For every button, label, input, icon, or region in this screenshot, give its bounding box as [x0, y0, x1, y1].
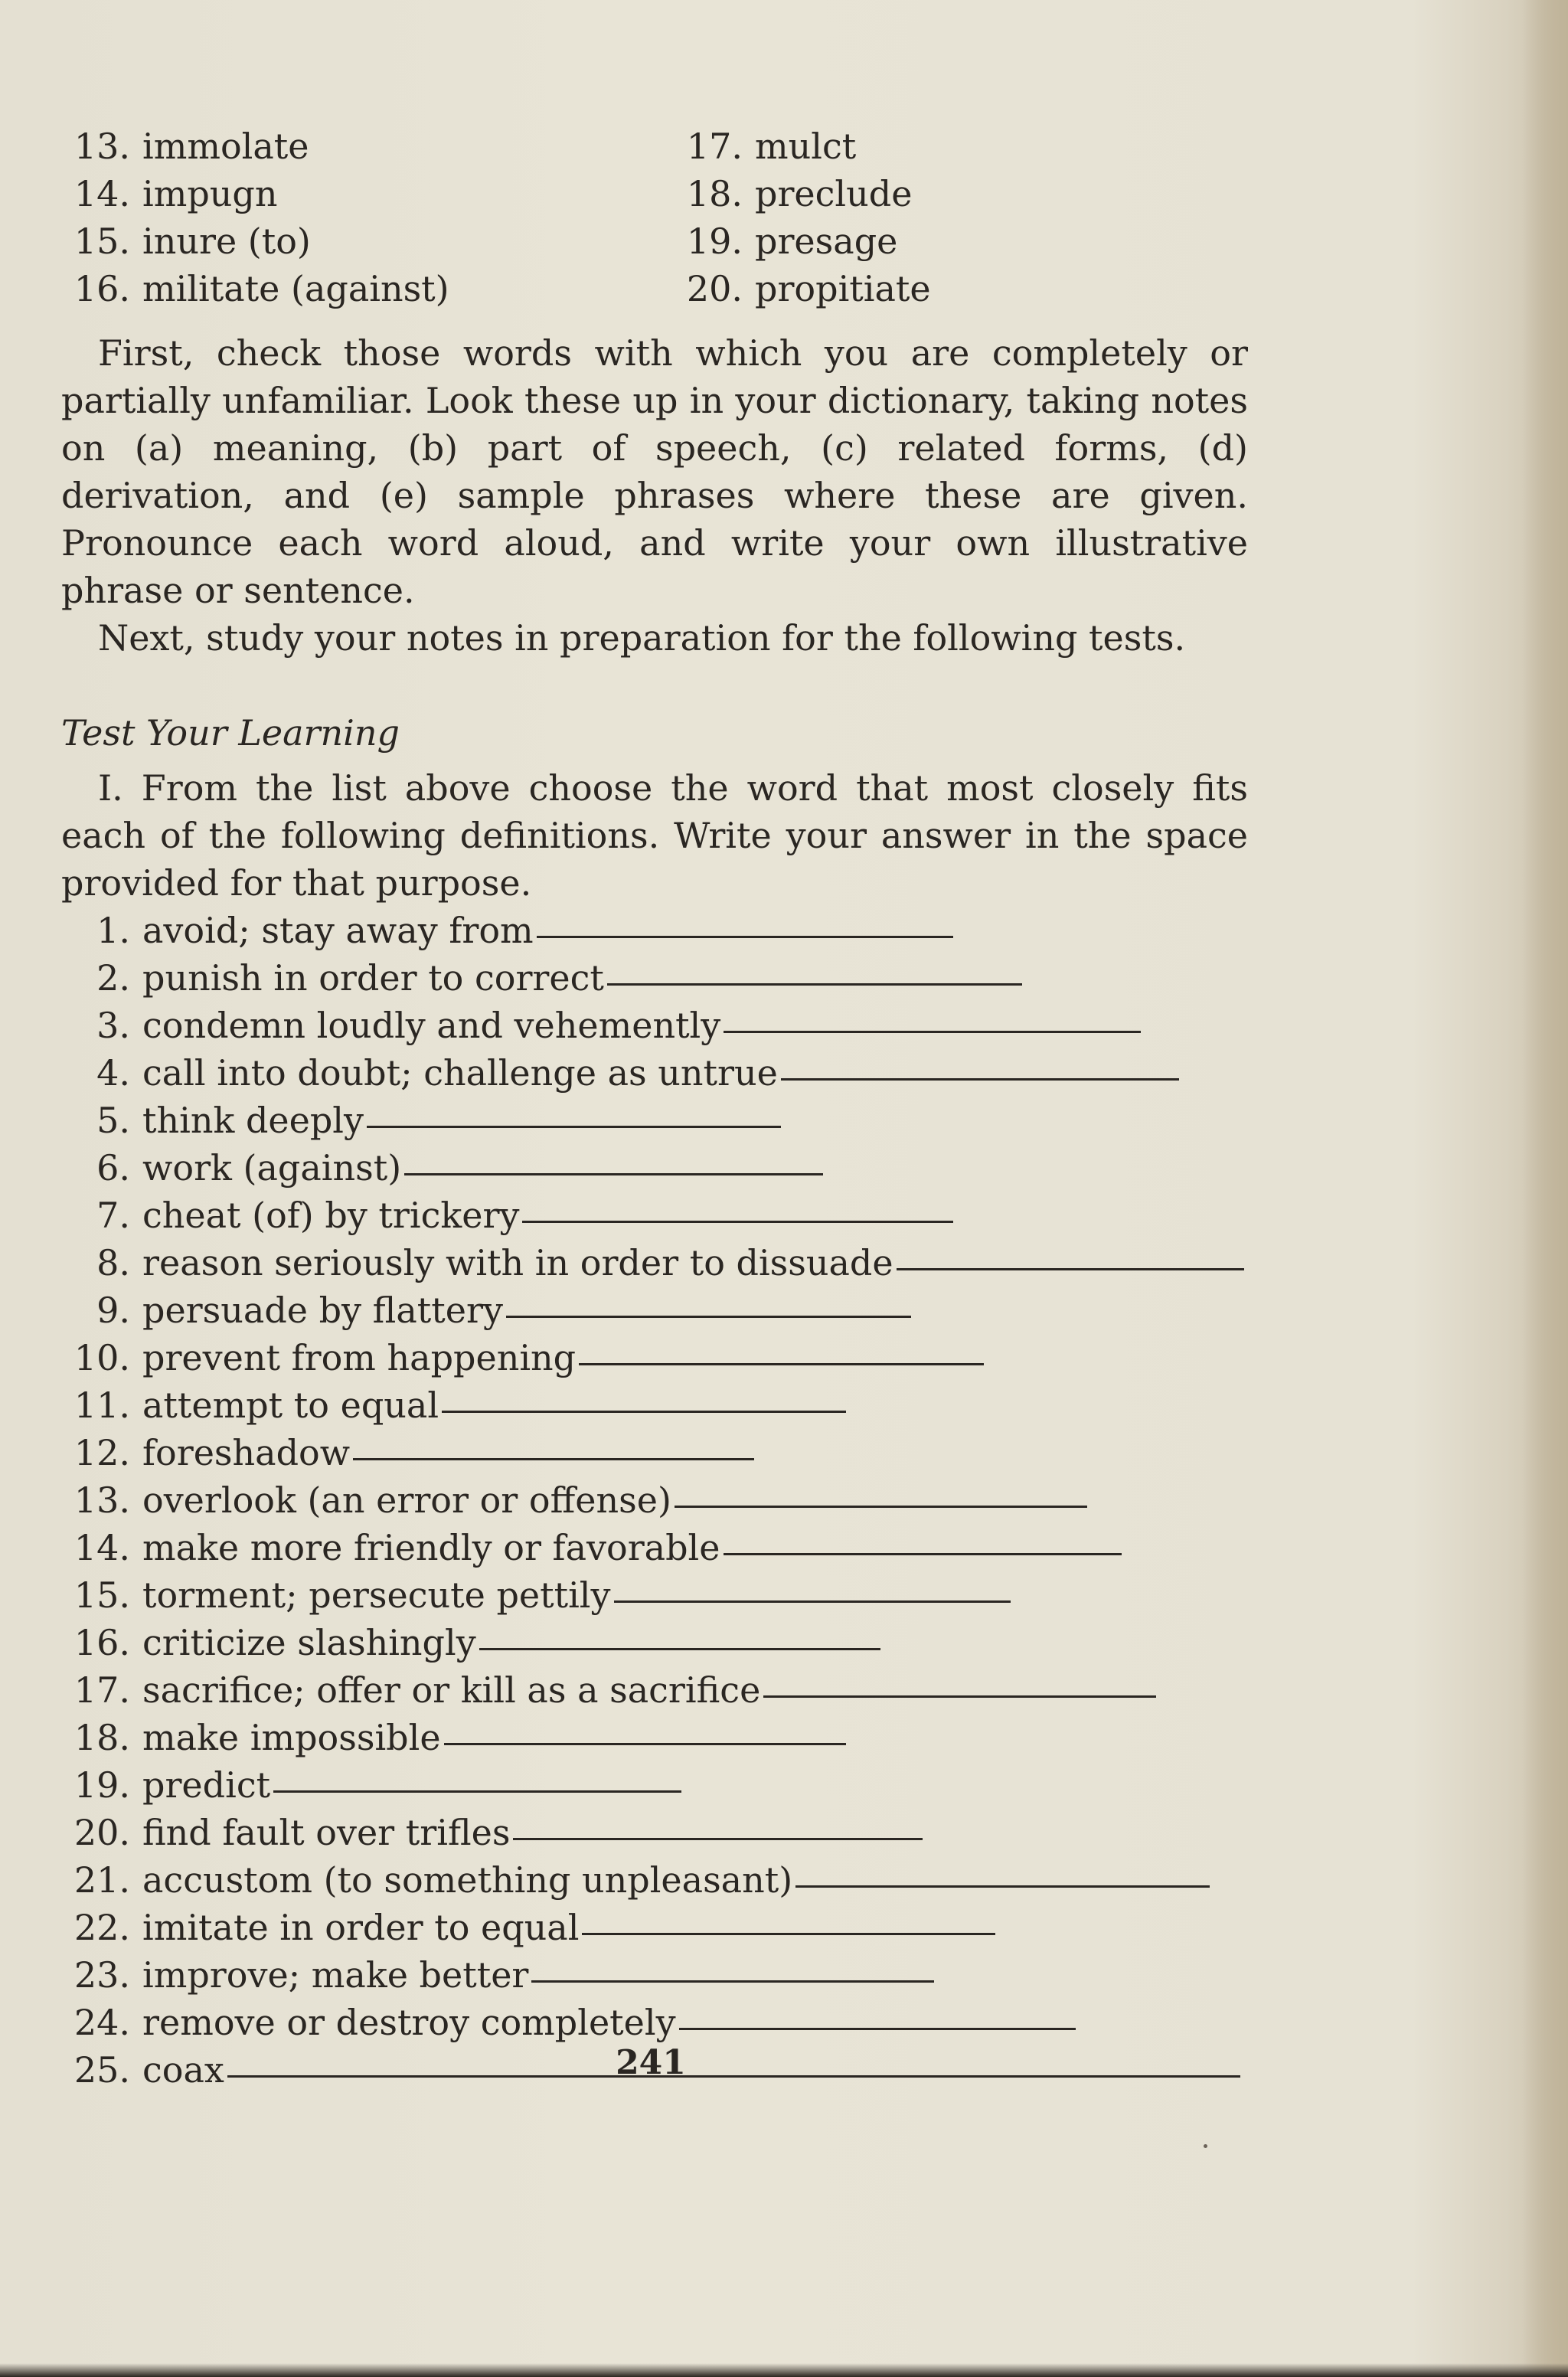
word-number: 17. — [686, 126, 743, 167]
definition-number: 19. — [74, 1764, 130, 1806]
definition-text: make impossible — [142, 1717, 441, 1758]
definition-item — [61, 1144, 1248, 1192]
definition-item — [61, 1714, 1248, 1761]
definition-number: 21. — [74, 1859, 130, 1901]
answer-blank-line[interactable] — [724, 1031, 1141, 1033]
definition-text: torment; persecute pettily — [142, 1574, 611, 1616]
word-list-item — [61, 265, 674, 312]
definition-number: 1. — [96, 910, 130, 951]
word-list-item — [674, 265, 1210, 312]
definition-item — [61, 1476, 1248, 1524]
definition-text: sacrifice; offer or kill as a sacrifice — [142, 1669, 761, 1711]
definition-item — [61, 1809, 1248, 1856]
definition-item — [61, 1904, 1248, 1951]
answer-blank-line[interactable] — [522, 1221, 953, 1223]
definition-text: avoid; stay away from — [142, 910, 534, 951]
definition-item — [61, 1666, 1248, 1714]
answer-blank-line[interactable] — [607, 983, 1022, 986]
definition-item — [61, 1097, 1248, 1144]
word-number: 13. — [74, 126, 130, 167]
vocabulary-word-list — [61, 123, 1210, 312]
definition-number: 16. — [74, 1622, 130, 1663]
definition-number: 18. — [74, 1717, 130, 1758]
word-text: immolate — [142, 126, 309, 167]
definition-text: find fault over trifles — [142, 1812, 511, 1853]
definition-number: 23. — [74, 1954, 130, 1996]
definition-text: coax — [142, 2049, 224, 2091]
word-list-item — [61, 123, 674, 170]
answer-blank-line[interactable] — [675, 1506, 1087, 1508]
definition-number: 22. — [74, 1907, 130, 1948]
definition-number: 5. — [96, 1100, 130, 1141]
definition-number: 7. — [96, 1195, 130, 1236]
definition-number: 3. — [96, 1005, 130, 1046]
word-text: impugn — [142, 173, 278, 214]
definition-item — [61, 1761, 1248, 1809]
answer-blank-line[interactable] — [537, 936, 953, 938]
definition-text: foreshadow — [142, 1432, 351, 1473]
definition-item — [61, 954, 1248, 1002]
definition-text: punish in order to correct — [142, 957, 604, 999]
definition-item — [61, 1856, 1248, 1904]
definition-number: 9. — [96, 1290, 130, 1331]
word-text: propitiate — [755, 268, 931, 309]
definition-item — [61, 1381, 1248, 1429]
definition-text: reason seriously with in order to dissuade — [142, 1242, 893, 1283]
word-list-left-column — [61, 123, 674, 312]
word-list-right-column — [674, 123, 1210, 312]
definition-text: attempt to equal — [142, 1385, 439, 1426]
answer-blank-line[interactable] — [404, 1173, 823, 1175]
answer-blank-line[interactable] — [353, 1458, 754, 1460]
definition-text: accustom (to something unpleasant) — [142, 1859, 793, 1901]
answer-blank-line[interactable] — [579, 1363, 984, 1365]
instructions-paragraph: First, check those words with which you are completely or partially unfamiliar. Look these up in your dictionary, taking notes on (a) meaning, (b) part of speech, (c) related forms, (d) derivation, and (e) sample phrases where these are given. Pronounce each word aloud, and write your own illustrative phrase or sentence. — [61, 332, 1248, 611]
definition-list — [61, 907, 1248, 2094]
definition-text: call into doubt; challenge as untrue — [142, 1052, 778, 1094]
page-content — [61, 123, 1248, 2094]
definition-item — [61, 1429, 1248, 1476]
word-text: inure (to) — [142, 221, 311, 262]
word-text: mulct — [755, 126, 857, 167]
word-text: militate (against) — [142, 268, 449, 309]
definition-number: 11. — [74, 1385, 130, 1426]
word-list-item — [61, 170, 674, 217]
word-number: 19. — [686, 221, 743, 262]
definition-number: 20. — [74, 1812, 130, 1853]
answer-blank-line[interactable] — [367, 1126, 781, 1128]
page-bottom-shadow — [0, 2363, 1568, 2377]
definition-number: 10. — [74, 1337, 130, 1378]
definition-text: overlook (an error or offense) — [142, 1479, 671, 1521]
answer-blank-line[interactable] — [513, 1838, 923, 1840]
word-number: 16. — [74, 268, 130, 309]
definition-item — [61, 1002, 1248, 1049]
definition-item — [61, 1571, 1248, 1619]
definition-text: imitate in order to equal — [142, 1907, 580, 1948]
definition-item — [61, 1619, 1248, 1666]
definition-item — [61, 1951, 1248, 1999]
definition-number: 24. — [74, 2002, 130, 2043]
definition-number: 25. — [74, 2049, 130, 2091]
definition-text: think deeply — [142, 1100, 364, 1141]
word-number: 15. — [74, 221, 130, 262]
definition-text: persuade by flattery — [142, 1290, 503, 1331]
word-text: presage — [755, 221, 898, 262]
answer-blank-line[interactable] — [614, 1600, 1011, 1603]
definition-number: 12. — [74, 1432, 130, 1473]
word-number: 14. — [74, 173, 130, 214]
answer-blank-line[interactable] — [897, 1268, 1244, 1270]
definition-text: make more friendly or favorable — [142, 1527, 720, 1568]
answer-blank-line[interactable] — [479, 1648, 880, 1650]
definition-text: cheat (of) by trickery — [142, 1195, 520, 1236]
test-intro-paragraph: I. From the list above choose the word that most closely fits each of the following definitions. Write your answer in the space provided for that purpose. — [61, 767, 1248, 904]
definition-number: 6. — [96, 1147, 130, 1188]
word-list-item — [61, 217, 674, 265]
definition-number: 17. — [74, 1669, 130, 1711]
page-edge-shadow — [1522, 0, 1568, 2377]
answer-blank-line[interactable] — [763, 1695, 1156, 1698]
definition-number: 15. — [74, 1574, 130, 1616]
definition-item — [61, 907, 1248, 954]
answer-blank-line[interactable] — [442, 1411, 846, 1413]
definition-item — [61, 1192, 1248, 1239]
answer-blank-line[interactable] — [582, 1933, 995, 1935]
word-list-item — [674, 217, 1210, 265]
answer-blank-line[interactable] — [781, 1078, 1179, 1081]
definition-item — [61, 1524, 1248, 1571]
definition-text: improve; make better — [142, 1954, 529, 1996]
answer-blank-line[interactable] — [531, 1980, 934, 1983]
definition-number: 2. — [96, 957, 130, 999]
instructions-paragraph-next: Next, study your notes in preparation for the following tests. — [98, 617, 1186, 659]
definition-text: remove or destroy completely — [142, 2002, 676, 2043]
answer-blank-line[interactable] — [679, 2028, 1076, 2030]
answer-blank-line[interactable] — [444, 1743, 846, 1745]
word-list-item — [674, 123, 1210, 170]
section-heading: Test Your Learning — [61, 712, 400, 754]
definition-text: criticize slashingly — [142, 1622, 476, 1663]
word-number: 18. — [686, 173, 743, 214]
word-list-item — [674, 170, 1210, 217]
word-number: 20. — [686, 268, 743, 309]
answer-blank-line[interactable] — [506, 1316, 911, 1318]
answer-blank-line[interactable] — [273, 1790, 681, 1793]
definition-item — [61, 1239, 1248, 1287]
definition-item — [61, 1049, 1248, 1097]
definition-text: prevent from happening — [142, 1337, 577, 1378]
definition-item — [61, 1334, 1248, 1381]
answer-blank-line[interactable] — [724, 1553, 1122, 1555]
answer-blank-line[interactable] — [795, 1885, 1210, 1888]
definition-number: 13. — [74, 1479, 130, 1521]
definition-number: 8. — [96, 1242, 130, 1283]
word-text: preclude — [755, 173, 913, 214]
paper-speck — [1204, 2144, 1207, 2148]
definition-item — [61, 1287, 1248, 1334]
definition-number: 14. — [74, 1527, 130, 1568]
definition-item — [61, 1999, 1248, 2046]
definition-text: work (against) — [142, 1147, 402, 1188]
definition-text: predict — [142, 1764, 271, 1806]
definition-number: 4. — [96, 1052, 130, 1094]
definition-text: condemn loudly and vehemently — [142, 1005, 721, 1046]
page-number: 241 — [616, 2043, 686, 2082]
